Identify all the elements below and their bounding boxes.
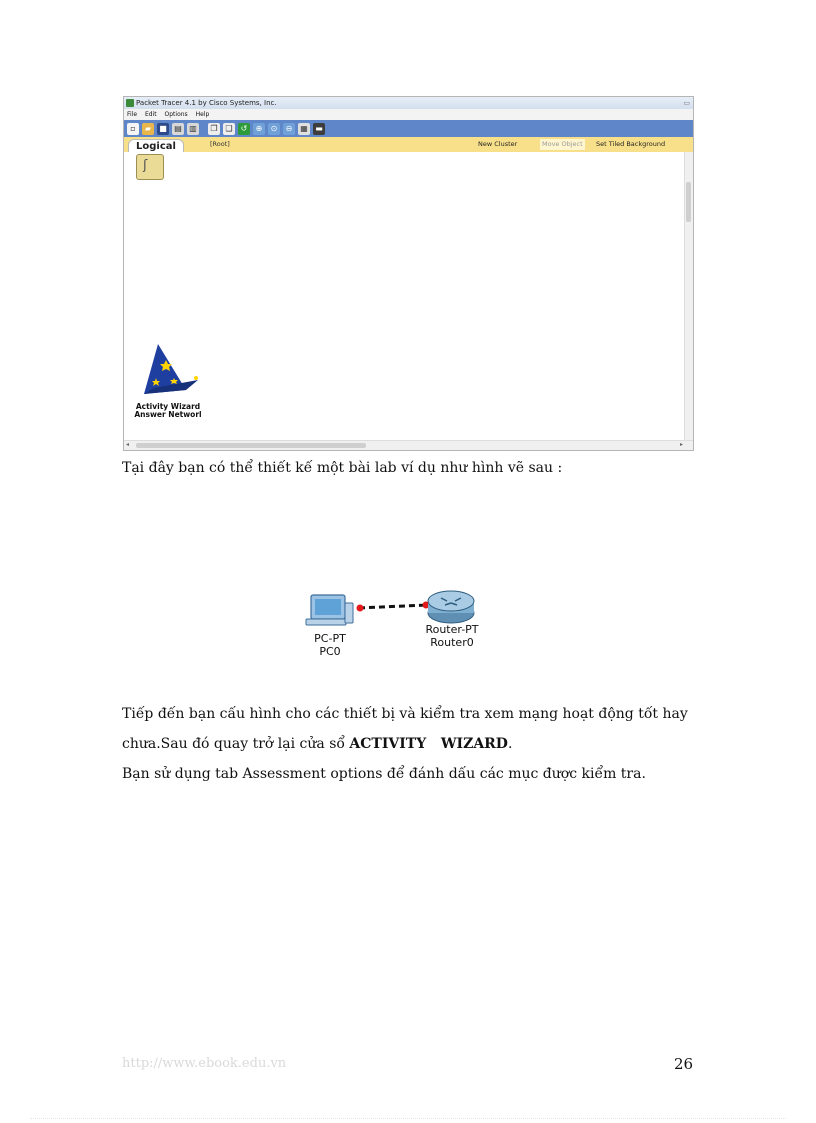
paragraph-configure: Tiếp đến bạn cấu hình cho các thiết bị và kiểm tra xem mạng hoạt động tốt hay <box>122 706 688 722</box>
cluster-icon[interactable]: ʃ <box>136 154 164 180</box>
horizontal-scrollbar[interactable] <box>124 440 693 450</box>
router-label <box>414 623 490 649</box>
scroll-right-arrow-icon[interactable]: ▸ <box>679 441 683 448</box>
zoom-out-icon[interactable]: ⊖ <box>283 123 295 135</box>
custom-device-icon[interactable]: ▬ <box>313 123 325 135</box>
activity-wizard-label <box>128 403 208 419</box>
new-cluster-button[interactable]: New Cluster <box>478 140 518 148</box>
paragraph-assessment: Bạn sử dụng tab Assessment options để đánh dấu các mục được kiểm tra. <box>122 766 646 782</box>
pc-icon <box>306 595 353 625</box>
open-folder-icon[interactable]: ▰ <box>142 123 154 135</box>
router-icon <box>428 591 474 623</box>
menu-options[interactable]: Options <box>164 111 188 118</box>
move-object-button[interactable]: Move Object <box>542 140 583 148</box>
scroll-left-arrow-icon[interactable]: ◂ <box>126 441 130 448</box>
root-label: [Root] <box>210 140 230 148</box>
tab-logical[interactable]: Logical <box>128 139 184 156</box>
print-icon[interactable]: ▤ <box>172 123 184 135</box>
wizard-label-line2: Answer Networl <box>134 410 202 419</box>
zoom-in-icon[interactable]: ⊕ <box>253 123 265 135</box>
page-number: 26 <box>674 1055 694 1073</box>
pc-type-label: PC-PT <box>314 632 346 645</box>
menu-file[interactable]: File <box>127 111 138 118</box>
paragraph-return-suffix: . <box>507 736 513 752</box>
activity-wizard-hat-icon[interactable] <box>136 342 206 402</box>
menu-edit[interactable]: Edit <box>144 111 157 118</box>
network-topology-diagram <box>300 585 500 665</box>
horizontal-scroll-thumb[interactable] <box>136 443 366 448</box>
new-file-icon[interactable]: ▫ <box>127 123 139 135</box>
packet-tracer-app-icon <box>126 99 134 107</box>
logical-workspace-canvas[interactable] <box>124 152 693 450</box>
paste-icon[interactable]: ❑ <box>223 123 235 135</box>
activity-wizard-icon[interactable]: ▥ <box>187 123 199 135</box>
pc-label <box>305 632 355 658</box>
router-type-label: Router-PT <box>425 623 479 636</box>
undo-icon[interactable]: ↺ <box>238 123 250 135</box>
menu-bar <box>124 109 693 120</box>
set-tiled-background-button[interactable]: Set Tiled Background <box>596 140 666 148</box>
workspace-bar <box>124 137 693 152</box>
save-icon[interactable]: ■ <box>157 123 169 135</box>
router-name-label: Router0 <box>430 636 474 649</box>
main-toolbar <box>124 120 693 137</box>
vertical-scroll-thumb[interactable] <box>686 182 691 222</box>
palette-icon[interactable]: ▦ <box>298 123 310 135</box>
pc-name-label: PC0 <box>319 645 341 658</box>
footer-url: http://www.ebook.edu.vn <box>122 1056 287 1071</box>
zoom-reset-icon[interactable]: ⊙ <box>268 123 280 135</box>
packet-tracer-screenshot <box>123 96 694 451</box>
paragraph-return-prefix: chưa.Sau đó quay trở lại cửa sổ <box>122 736 350 752</box>
paragraph-return-wizard <box>122 736 512 752</box>
copy-icon[interactable]: ❐ <box>208 123 220 135</box>
menu-help[interactable]: Help <box>195 111 210 118</box>
window-titlebar <box>124 97 693 109</box>
paragraph-intro: Tại đây bạn có thể thiết kế một bài lab ví dụ như hình vẽ sau : <box>122 460 563 476</box>
activity-wizard-bold-text: ACTIVITY WIZARD <box>349 736 508 752</box>
wizard-label-line1: Activity Wizard <box>135 402 201 411</box>
link-endpoint-pc <box>357 605 364 612</box>
page-bottom-rule <box>30 1118 786 1119</box>
network-link-line <box>359 605 427 608</box>
window-control-icon[interactable]: ▭ <box>683 99 690 107</box>
window-title: Packet Tracer 4.1 by Cisco Systems, Inc. <box>136 99 277 107</box>
vertical-scrollbar[interactable] <box>684 152 693 440</box>
